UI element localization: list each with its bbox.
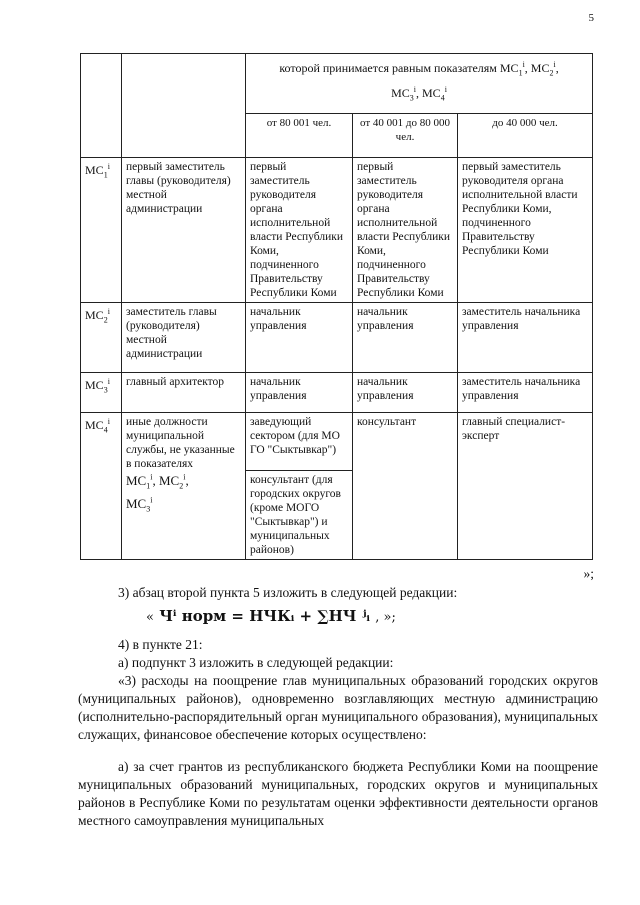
row-col2: консультант: [353, 413, 458, 560]
empty-header-cell: [122, 54, 246, 158]
subheader-40000: до 40 000 чел.: [458, 114, 593, 158]
row-code: $МС_1^i$: [81, 158, 122, 303]
row-position: первый заместитель главы (руководителя) местной администрации: [122, 158, 246, 303]
table-header: которой принимается равным показателям $МС_1^i$, $МС_2^i$, $МС_3^i$, $МС_4^i$: [246, 54, 593, 114]
row-position: иные должности муниципальной службы, не указанные в показателях $МС_1^i$, $МС_2^i$, $МС_3^i$: [122, 413, 246, 560]
row-col1b: консультант (для городских округов (кроме МОГО "Сыктывкар") и муниципальных районов): [246, 471, 353, 560]
row-col3: главный специалист-эксперт: [458, 413, 593, 560]
row-col2: начальник управления: [353, 303, 458, 373]
row-col3: заместитель начальника управления: [458, 373, 593, 413]
row-col1: начальник управления: [246, 303, 353, 373]
row-col1: начальник управления: [246, 373, 353, 413]
formula: « Чⁱ норм = НЧКᵢ + ∑НЧ ʲᵢ , »;: [146, 607, 396, 625]
table-row: [81, 373, 593, 413]
row-code: $МС_4^i$: [81, 413, 122, 560]
row-col3: заместитель начальника управления: [458, 303, 593, 373]
empty-header-cell: [81, 54, 122, 158]
row-col2: начальник управления: [353, 373, 458, 413]
row-col3: первый заместитель руководителя органа исполнительной власти Республики Коми, подчиненного Правительству Республики Коми: [458, 158, 593, 303]
row-code: $МС_2^i$: [81, 303, 122, 373]
row-col1: первый заместитель руководителя органа исполнительной власти Республики Коми, подчиненного Правительству Республики Коми: [246, 158, 353, 303]
page-number: 5: [588, 12, 594, 24]
paragraph-3: 3) абзац второй пункта 5 изложить в следующей редакции:: [118, 585, 458, 600]
row-code: $МС_3^i$: [81, 373, 122, 413]
table-row: [81, 303, 593, 373]
paragraph-4: 4) в пункте 21:: [118, 637, 203, 652]
row-col2: первый заместитель руководителя органа исполнительной власти Республики Коми, подчиненного Правительству Республики Коми: [353, 158, 458, 303]
subheader-80001: от 80 001 чел.: [246, 114, 353, 158]
paragraph-4a: а) подпункт 3 изложить в следующей редакции:: [118, 655, 394, 670]
subheader-40001-80000: от 40 001 до 80 000 чел.: [353, 114, 458, 158]
positions-table: [80, 53, 593, 560]
row-position: заместитель главы (руководителя) местной администрации: [122, 303, 246, 373]
paragraph-a: а) за счет грантов из республиканского бюджета Республики Коми на поощрение муниципальных образований муниципальных, городских округов и муниципальных районов в Республике Коми по результатам оценки эффективности деятельности органов местного самоуправления муниципальных: [78, 759, 598, 828]
table-row: [81, 158, 593, 303]
end-quote: »;: [583, 566, 594, 581]
paragraph-quote: «3) расходы на поощрение глав муниципальных образований городских округов (муниципальных районов), одновременно возглавляющих местную администрацию (исполнительно-распорядительный орган муниципального образования), муниципальных служащих, финансовое обеспечение которых осуществлено:: [78, 673, 598, 742]
table-row: [81, 413, 593, 471]
row-col1a: заведующий сектором (для МО ГО "Сыктывкар"): [246, 413, 353, 471]
row-position: главный архитектор: [122, 373, 246, 413]
